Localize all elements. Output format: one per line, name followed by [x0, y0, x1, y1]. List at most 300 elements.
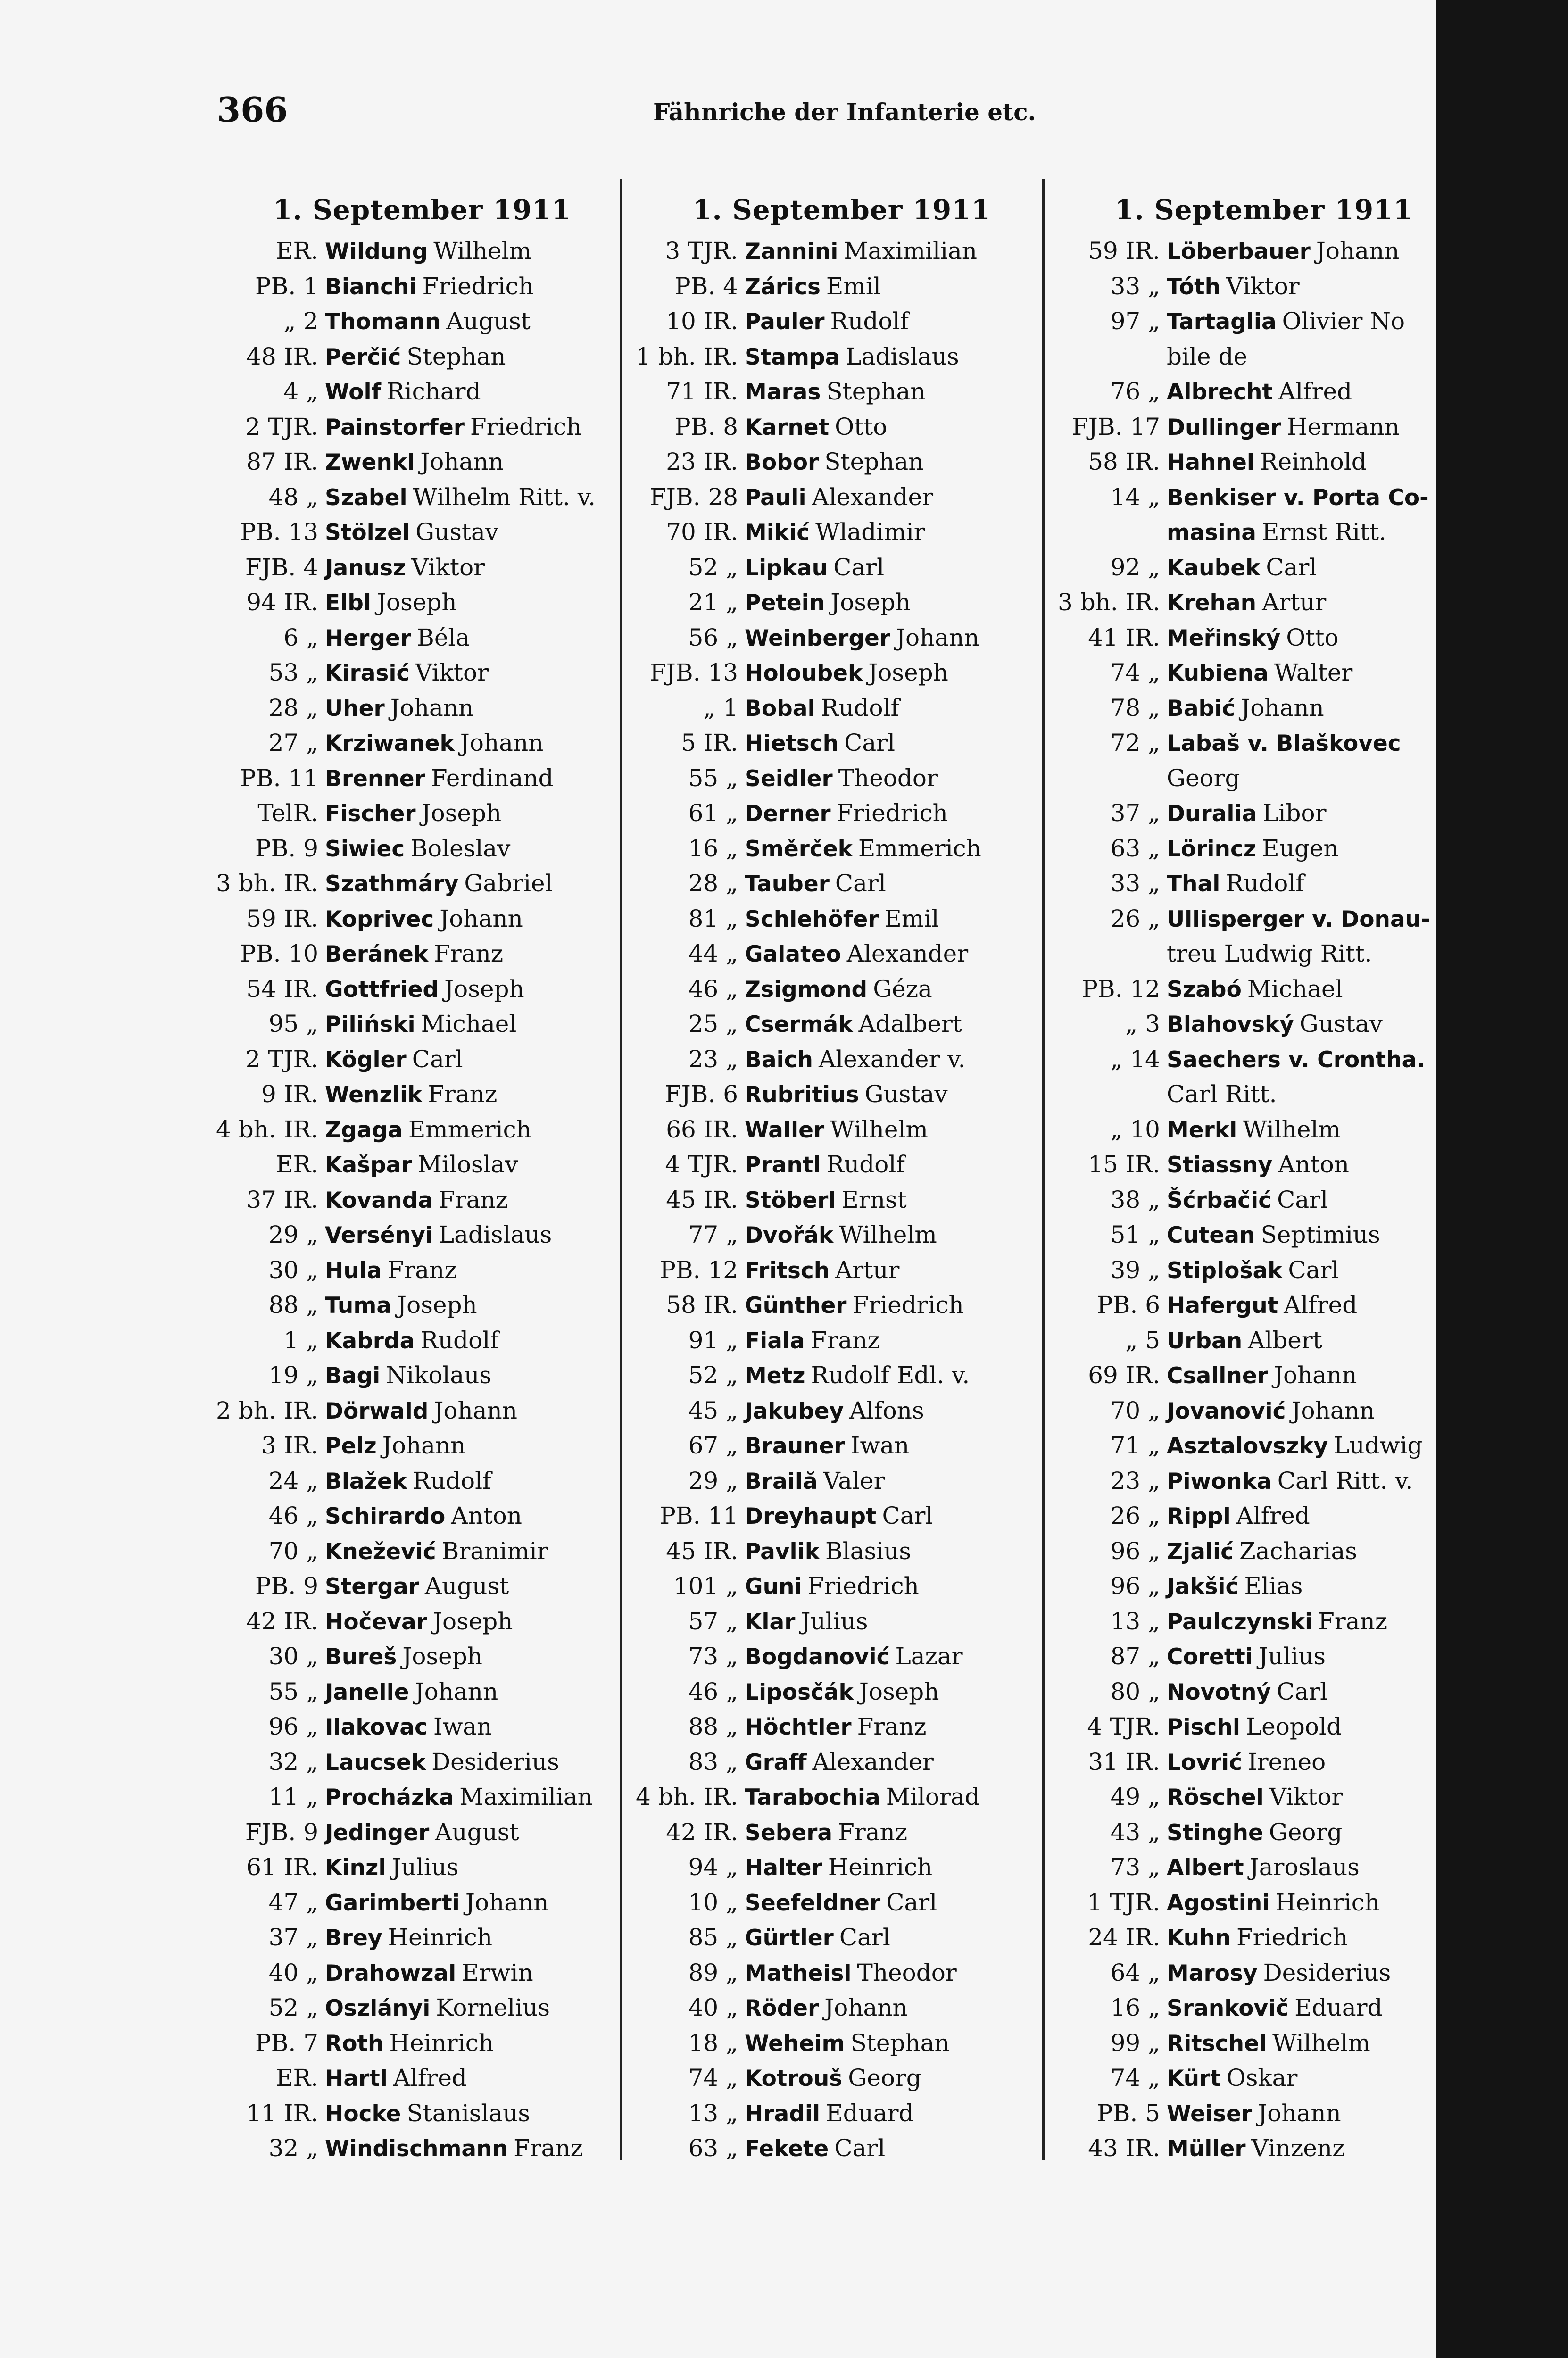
unit-label: 27 „ [268, 729, 318, 756]
given-name: Johann [415, 1677, 498, 1705]
list-item [1052, 1779, 1476, 1815]
surname: Weheim [745, 2030, 845, 2057]
person-name [745, 1604, 1054, 1640]
list-item [210, 1112, 634, 1147]
surname: Galateo [745, 941, 841, 967]
list-item [1052, 480, 1476, 515]
list-item [630, 1006, 1054, 1042]
person-name [1167, 480, 1476, 516]
surname: Kotrouš [745, 2066, 843, 2092]
person-name [745, 1217, 1054, 1254]
given-name: Alexander [812, 1748, 934, 1776]
surname: Duralia [1167, 801, 1257, 827]
person-name [1167, 1709, 1476, 1745]
person-name [325, 1042, 634, 1078]
person-name [1167, 1779, 1476, 1816]
person-name [745, 1955, 1054, 1992]
unit-label: 46 „ [688, 975, 738, 1003]
list-item [630, 1779, 1054, 1815]
surname: Tuma [325, 1293, 392, 1319]
unit-label: 74 „ [1110, 2064, 1160, 2092]
unit-label: 63 „ [688, 2134, 738, 2162]
person-name [325, 515, 634, 551]
unit-label: 92 „ [1110, 553, 1160, 581]
surname: Löberbauer [1167, 239, 1311, 265]
surname: Seefeldner [745, 1890, 881, 1916]
person-name [325, 1779, 634, 1816]
person-name [325, 1709, 634, 1745]
list-item [210, 1569, 634, 1604]
given-name: Rudolf [1226, 870, 1304, 897]
person-name [1167, 1639, 1476, 1675]
person-name [325, 2096, 634, 2132]
list-item [210, 796, 634, 831]
column-heading: 1. September 1911 [273, 194, 571, 226]
unit-label: 40 „ [688, 1994, 738, 2021]
unit-label: PB. 9 [255, 1572, 318, 1600]
given-name: Carl [1266, 553, 1317, 581]
person-name [745, 1639, 1054, 1675]
list-item [210, 1428, 634, 1463]
person-name [1167, 550, 1476, 586]
given-name: Friedrich [807, 1572, 919, 1600]
unit-label: 2 TJR. [245, 413, 318, 440]
list-item [210, 936, 634, 971]
list-item [1052, 585, 1476, 620]
unit-label: PB. 12 [1082, 975, 1160, 1003]
list-item [630, 1182, 1054, 1218]
list-item [630, 620, 1054, 656]
list-item [1052, 1709, 1476, 1744]
given-name: treu Ludwig Ritt. [1167, 940, 1372, 967]
given-name: Emmerich [858, 834, 981, 862]
given-name: Eduard [826, 2099, 914, 2127]
list-item [210, 761, 634, 796]
unit-label: FJB. 28 [650, 483, 738, 511]
unit-label: 19 „ [268, 1362, 318, 1389]
given-name: Johann [460, 729, 544, 756]
given-name: Carl Ritt. [1167, 1080, 1277, 1108]
list-item [1052, 1920, 1476, 1955]
person-name [325, 1674, 634, 1710]
list-item [630, 1850, 1054, 1885]
surname: Albrecht [1167, 379, 1273, 405]
person-name [745, 480, 1054, 516]
list-item [210, 2096, 634, 2131]
unit-label: 94 IR. [246, 589, 318, 616]
unit-label: 38 „ [1110, 1186, 1160, 1213]
unit-label: 11 IR. [246, 2099, 318, 2127]
unit-label: PB. 11 [240, 764, 318, 792]
given-name: Carl [844, 729, 896, 756]
given-name: Julius [391, 1853, 459, 1881]
list-item [210, 339, 634, 374]
unit-label: 11 „ [268, 1783, 318, 1810]
person-name [1167, 2131, 1476, 2167]
given-name: Michael [1247, 975, 1343, 1003]
person-name [745, 233, 1054, 270]
unit-label: 23 IR. [666, 448, 738, 475]
given-name: Ladislaus [846, 342, 959, 370]
unit-label: 4 bh. IR. [216, 1115, 318, 1143]
given-name: Stanislaus [407, 2099, 531, 2127]
person-name [325, 901, 634, 938]
list-item [210, 690, 634, 726]
surname: Urban [1167, 1328, 1243, 1354]
given-name: Alfred [1278, 378, 1352, 405]
unit-label: FJB. 9 [245, 1818, 318, 1846]
given-name: Carl Ritt. v. [1277, 1467, 1413, 1495]
surname: Liposčák [745, 1679, 854, 1705]
list-item [630, 796, 1054, 831]
given-name: Rudolf [413, 1467, 491, 1495]
person-name [1167, 1042, 1476, 1078]
unit-label: 15 IR. [1088, 1151, 1160, 1178]
surname: Zárics [745, 274, 821, 300]
given-name: Anton [451, 1502, 523, 1529]
given-name: Ludwig [1334, 1432, 1423, 1459]
given-name: Johann [434, 1396, 517, 1424]
surname: Brey [325, 1925, 382, 1951]
unit-label: 31 IR. [1088, 1748, 1160, 1776]
surname: Perčić [325, 344, 401, 370]
unit-label: 1 bh. IR. [636, 342, 738, 370]
person-name [745, 1674, 1054, 1710]
list-item [630, 480, 1054, 515]
unit-label: 56 „ [688, 623, 738, 651]
person-name [325, 1815, 634, 1851]
surname: Směrček [745, 836, 853, 862]
unit-label: „ 3 [1125, 1010, 1160, 1038]
given-name: Gustav [864, 1080, 948, 1108]
list-item [1052, 1323, 1476, 1358]
unit-label: 91 „ [688, 1326, 738, 1354]
person-name [1167, 1393, 1476, 1429]
list-item [210, 409, 634, 445]
given-name: bile de [1167, 342, 1248, 370]
person-name [745, 550, 1054, 586]
surname: Graff [745, 1749, 807, 1776]
surname: Blažek [325, 1468, 407, 1495]
unit-label: TelR. [257, 799, 318, 827]
given-name: Joseph [868, 659, 948, 686]
page-number: 366 [217, 90, 288, 130]
list-item [210, 1358, 634, 1393]
list-item [210, 2131, 634, 2166]
person-name [745, 585, 1054, 621]
list-item [1052, 2131, 1476, 2166]
unit-label: 96 „ [1110, 1537, 1160, 1565]
surname: Pelz [325, 1433, 377, 1459]
unit-label: 46 „ [688, 1677, 738, 1705]
given-name: Franz [387, 1256, 457, 1284]
unit-label: PB. 11 [660, 1502, 738, 1529]
unit-label: FJB. 13 [650, 659, 738, 686]
person-name [1167, 1182, 1476, 1219]
surname: Elbl [325, 590, 371, 616]
person-name [325, 585, 634, 621]
list-item [630, 1428, 1054, 1463]
surname: Szathmáry [325, 871, 459, 897]
given-name: Theodor [857, 1959, 957, 1986]
person-name [745, 1569, 1054, 1605]
given-name: Michael [421, 1010, 517, 1038]
unit-label: „ 14 [1110, 1045, 1160, 1073]
given-name: Richard [387, 378, 481, 405]
unit-label: 23 „ [688, 1045, 738, 1073]
person-name [325, 1744, 634, 1781]
given-name: Maximilian [844, 237, 977, 265]
person-name [745, 831, 1054, 867]
list-item [630, 690, 1054, 726]
given-name: Franz [428, 1080, 498, 1108]
given-name: Rudolf Edl. v. [811, 1362, 970, 1389]
entry-list [210, 233, 634, 2166]
surname: Marosy [1167, 1960, 1258, 1986]
list-item [210, 1850, 634, 1885]
unit-label: 3 TJR. [665, 237, 738, 265]
surname: Gottfried [325, 976, 439, 1003]
person-name [325, 233, 634, 270]
unit-label: 67 „ [688, 1432, 738, 1459]
unit-label: 29 „ [688, 1467, 738, 1495]
list-item [630, 725, 1054, 761]
list-item [630, 761, 1054, 796]
surname: Holoubek [745, 660, 863, 686]
list-item [1052, 269, 1476, 304]
unit-label: 45 IR. [666, 1186, 738, 1213]
surname: Thomann [325, 309, 441, 335]
person-name [325, 1393, 634, 1429]
given-name: Franz [857, 1713, 927, 1740]
person-name [1167, 374, 1476, 410]
unit-label: 69 IR. [1088, 1362, 1160, 1389]
given-name: Iwan [433, 1713, 492, 1740]
person-name [745, 339, 1054, 375]
list-item [210, 2026, 634, 2061]
list-item [210, 1498, 634, 1534]
person-name [745, 2026, 1054, 2062]
unit-label: FJB. 17 [1072, 413, 1160, 440]
surname: Merkl [1167, 1117, 1237, 1143]
surname: Wolf [325, 379, 382, 405]
given-name: Franz [439, 1186, 508, 1213]
unit-label: 88 „ [688, 1713, 738, 1740]
surname: Dreyhaupt [745, 1503, 877, 1529]
surname: Fischer [325, 801, 416, 827]
surname: Laucsek [325, 1749, 426, 1776]
list-item [210, 374, 634, 409]
list-item [1052, 2096, 1476, 2131]
given-name: Maximilian [459, 1783, 593, 1810]
person-name [325, 1147, 634, 1183]
list-item [630, 866, 1054, 901]
person-name [745, 690, 1054, 727]
surname: Krehan [1167, 590, 1257, 616]
list-item [1052, 304, 1476, 339]
unit-label: „ 2 [283, 307, 318, 335]
person-name [325, 1287, 634, 1324]
person-name [1167, 1287, 1476, 1324]
given-name: Carl [834, 2134, 886, 2162]
list-item [1052, 1569, 1476, 1604]
unit-label: 58 IR. [1088, 448, 1160, 475]
unit-label: 47 „ [268, 1888, 318, 1916]
person-name [1167, 444, 1476, 481]
list-item [1052, 655, 1476, 690]
given-name: Joseph [444, 975, 524, 1003]
unit-label: 73 „ [1110, 1853, 1160, 1881]
list-item [210, 1990, 634, 2026]
given-name: Alexander [812, 483, 933, 511]
surname: Blahovský [1167, 1012, 1294, 1038]
surname: Lörincz [1167, 836, 1257, 862]
person-name [325, 1253, 634, 1289]
surname: Röder [745, 1995, 819, 2021]
person-name [1167, 796, 1476, 832]
list-item [630, 444, 1054, 480]
list-item [1052, 1604, 1476, 1639]
person-name [1167, 233, 1476, 270]
surname: Saechers v. Crontha. [1167, 1046, 1426, 1073]
given-name: Albert [1248, 1326, 1322, 1354]
list-item [630, 2096, 1054, 2131]
list-item [1052, 1428, 1476, 1463]
unit-label: 46 „ [268, 1502, 318, 1529]
surname: Zjalić [1167, 1538, 1234, 1565]
unit-label: 43 „ [1110, 1818, 1160, 1846]
surname: Dullinger [1167, 414, 1281, 440]
surname: Bagi [325, 1363, 381, 1389]
list-item [630, 1077, 1054, 1112]
person-name [325, 1077, 634, 1113]
given-name: Carl [839, 1924, 890, 1951]
surname: masina [1167, 520, 1256, 546]
unit-label: 57 „ [688, 1607, 738, 1635]
surname: Hafergut [1167, 1293, 1278, 1319]
unit-label: 96 „ [1110, 1572, 1160, 1600]
given-name: Alfons [849, 1396, 924, 1424]
given-name: Wilhelm Ritt. v. [413, 483, 596, 511]
list-item [1052, 1639, 1476, 1674]
surname: Brauner [745, 1433, 845, 1459]
surname: Meřinský [1167, 625, 1281, 651]
surname: Siwiec [325, 836, 405, 862]
given-name: August [446, 307, 531, 335]
unit-label: 5 IR. [681, 729, 738, 756]
given-name: Artur [1262, 589, 1327, 616]
given-name: Joseph [830, 589, 911, 616]
given-name: Ireneo [1248, 1748, 1326, 1776]
given-name: Gabriel [464, 870, 553, 897]
surname: Ullisperger v. Donau- [1167, 906, 1430, 932]
list-item [210, 1709, 634, 1744]
person-name [1167, 1323, 1476, 1359]
person-name [1167, 620, 1476, 656]
person-name [325, 269, 634, 305]
person-name [325, 2060, 634, 2097]
list-item [630, 1217, 1054, 1253]
list-item [1052, 1850, 1476, 1885]
unit-label: 101 „ [673, 1572, 738, 1600]
surname: Tarabochia [745, 1785, 880, 1810]
surname: Versényi [325, 1222, 433, 1248]
given-name: Anton [1278, 1151, 1349, 1178]
person-name [325, 725, 634, 762]
list-item [210, 725, 634, 761]
unit-label: 21 „ [688, 589, 738, 616]
person-name [745, 515, 1054, 551]
unit-label: 77 „ [688, 1221, 738, 1248]
list-item [630, 1569, 1054, 1604]
unit-label: 63 „ [1110, 834, 1160, 862]
list-item [630, 655, 1054, 690]
given-name: Hermann [1286, 413, 1400, 440]
list-item [1052, 1815, 1476, 1850]
surname: Szabó [1167, 976, 1242, 1003]
list-item [1052, 409, 1476, 445]
surname: Janelle [325, 1679, 409, 1705]
list-item [630, 1498, 1054, 1534]
list-item [210, 1604, 634, 1639]
surname: Knežević [325, 1538, 436, 1565]
given-name: Alexander v. [818, 1045, 966, 1073]
list-item [1052, 1955, 1476, 1991]
surname: Jakšić [1167, 1574, 1239, 1600]
given-name: Franz [810, 1326, 880, 1354]
given-name: Olivier No [1282, 307, 1405, 335]
surname: Röschel [1167, 1785, 1264, 1810]
given-name: Ernst [841, 1186, 907, 1213]
unit-label: PB. 6 [1097, 1291, 1160, 1319]
unit-label: 30 „ [268, 1643, 318, 1670]
surname: Thal [1167, 871, 1220, 897]
list-item [630, 1709, 1054, 1744]
person-name [1167, 1744, 1476, 1781]
surname: Wildung [325, 239, 428, 265]
given-name: Franz [434, 940, 504, 967]
person-name [745, 1287, 1054, 1324]
unit-label: 41 IR. [1088, 623, 1160, 651]
person-name [325, 690, 634, 727]
surname: Benkiser v. Porta Co- [1167, 484, 1429, 511]
surname: Stölzel [325, 520, 410, 546]
person-name [325, 1217, 634, 1254]
surname: Pauli [745, 484, 806, 511]
given-name: August [435, 1818, 519, 1846]
given-name: Béla [417, 623, 470, 651]
surname: Tóth [1167, 274, 1221, 300]
given-name: Georg [848, 2064, 921, 2092]
given-name: Theodor [838, 764, 938, 792]
person-name [325, 761, 634, 797]
surname: Kinzl [325, 1855, 386, 1881]
person-name [745, 444, 1054, 481]
given-name: Géza [873, 975, 932, 1003]
person-name [745, 409, 1054, 446]
surname: Matheisl [745, 1960, 852, 1986]
unit-label: PB. 9 [255, 834, 318, 862]
unit-label: 59 IR. [246, 905, 318, 932]
list-item [210, 585, 634, 620]
given-name: Erwin [462, 1959, 533, 1986]
unit-label: 71 „ [1110, 1432, 1160, 1459]
person-name [325, 1358, 634, 1394]
list-item [630, 304, 1054, 339]
list-item [210, 901, 634, 937]
surname: Stampa [745, 344, 840, 370]
surname: Pischl [1167, 1714, 1240, 1740]
